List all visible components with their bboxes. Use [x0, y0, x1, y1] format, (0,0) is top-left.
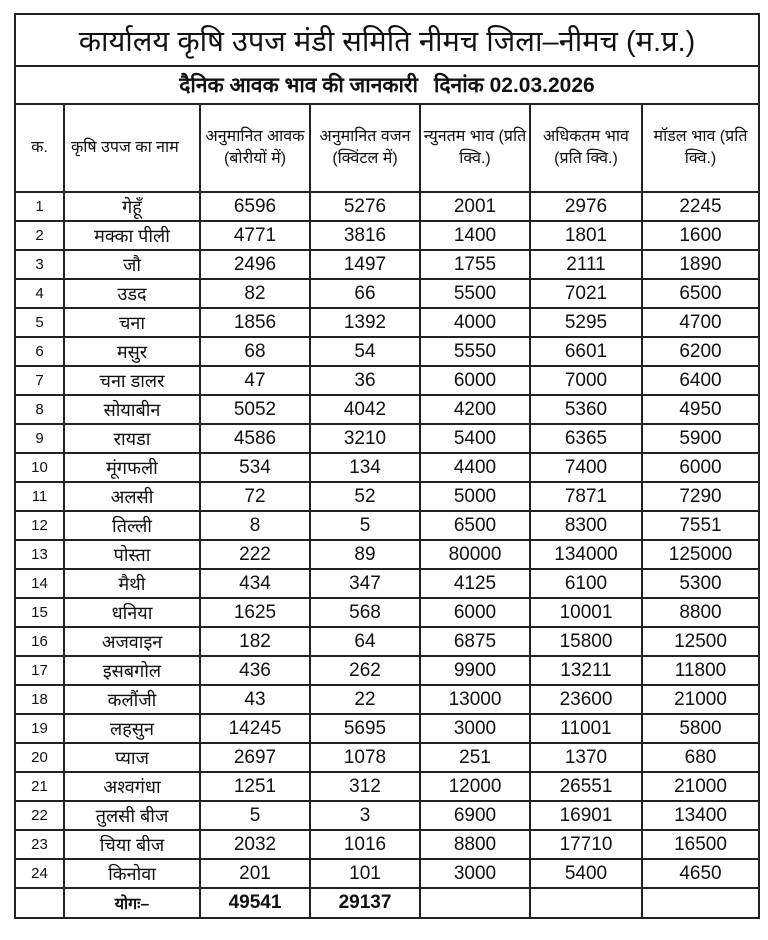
- table-row: [16, 772, 758, 801]
- cell-min-price: 6875: [420, 627, 530, 656]
- cell-max-price: 6365: [530, 424, 642, 453]
- cell-min-price: 251: [420, 743, 530, 772]
- cell-min-price: 6500: [420, 511, 530, 540]
- cell-commodity: अलसी: [64, 482, 200, 511]
- cell-commodity: मूंगफली: [64, 453, 200, 482]
- cell-commodity: तुलसी बीज: [64, 801, 200, 830]
- cell-max-price: 7871: [530, 482, 642, 511]
- table-row: [16, 859, 758, 888]
- cell-weight: 312: [310, 772, 420, 801]
- cell-serial: 22: [16, 801, 64, 830]
- total-weight: 29137: [310, 888, 420, 917]
- cell-min-price: 4000: [420, 308, 530, 337]
- cell-arrivals: 5052: [200, 395, 310, 424]
- cell-serial: 6: [16, 337, 64, 366]
- cell-modal-price: 13400: [642, 801, 758, 830]
- cell-max-price: 2976: [530, 192, 642, 221]
- table-header-row: [16, 105, 758, 192]
- cell-max-price: 16901: [530, 801, 642, 830]
- cell-modal-price: 1890: [642, 250, 758, 279]
- cell-serial: 10: [16, 453, 64, 482]
- cell-arrivals: 6596: [200, 192, 310, 221]
- cell-max-price: 7021: [530, 279, 642, 308]
- cell-min-price: 4400: [420, 453, 530, 482]
- table-row: [16, 830, 758, 859]
- cell-serial: 16: [16, 627, 64, 656]
- cell-min-price: 1755: [420, 250, 530, 279]
- cell-max-price: 5360: [530, 395, 642, 424]
- cell-modal-price: 1600: [642, 221, 758, 250]
- table-row: [16, 221, 758, 250]
- cell-arrivals: 14245: [200, 714, 310, 743]
- cell-arrivals: 534: [200, 453, 310, 482]
- table-row: [16, 250, 758, 279]
- cell-max-price: 5295: [530, 308, 642, 337]
- report-subtitle: [16, 67, 758, 105]
- cell-serial: 20: [16, 743, 64, 772]
- cell-serial: 21: [16, 772, 64, 801]
- cell-modal-price: 5800: [642, 714, 758, 743]
- table-row: [16, 801, 758, 830]
- cell-max-price: 1370: [530, 743, 642, 772]
- cell-max-price: 15800: [530, 627, 642, 656]
- cell-serial: 24: [16, 859, 64, 888]
- cell-serial: 18: [16, 685, 64, 714]
- cell-modal-price: 6200: [642, 337, 758, 366]
- col-arrivals: अनुमानित आवक (बोरीयों में): [200, 105, 310, 192]
- cell-commodity: चना डालर: [64, 366, 200, 395]
- total-label: योगः–: [64, 888, 200, 917]
- cell-arrivals: 2032: [200, 830, 310, 859]
- cell-max-price: 7000: [530, 366, 642, 395]
- cell-weight: 89: [310, 540, 420, 569]
- cell-weight: 52: [310, 482, 420, 511]
- cell-commodity: अजवाइन: [64, 627, 200, 656]
- cell-max-price: 5400: [530, 859, 642, 888]
- cell-weight: 66: [310, 279, 420, 308]
- cell-weight: 22: [310, 685, 420, 714]
- cell-modal-price: 4700: [642, 308, 758, 337]
- cell-modal-price: 7551: [642, 511, 758, 540]
- cell-commodity: धनिया: [64, 598, 200, 627]
- cell-modal-price: 6500: [642, 279, 758, 308]
- cell-arrivals: 222: [200, 540, 310, 569]
- cell-min-price: 13000: [420, 685, 530, 714]
- cell-weight: 5: [310, 511, 420, 540]
- cell-max-price: 17710: [530, 830, 642, 859]
- cell-commodity: चना: [64, 308, 200, 337]
- cell-serial: 9: [16, 424, 64, 453]
- cell-commodity: इसबगोल: [64, 656, 200, 685]
- table-row: [16, 395, 758, 424]
- cell-modal-price: 16500: [642, 830, 758, 859]
- table-row: [16, 743, 758, 772]
- cell-max-price: 13211: [530, 656, 642, 685]
- cell-min-price: 2001: [420, 192, 530, 221]
- cell-modal-price: 680: [642, 743, 758, 772]
- cell-weight: 1392: [310, 308, 420, 337]
- cell-serial: 8: [16, 395, 64, 424]
- cell-arrivals: 1625: [200, 598, 310, 627]
- cell-min-price: 6900: [420, 801, 530, 830]
- cell-arrivals: 1856: [200, 308, 310, 337]
- cell-commodity: मक्का पीली: [64, 221, 200, 250]
- cell-min-price: 80000: [420, 540, 530, 569]
- cell-max-price: 11001: [530, 714, 642, 743]
- cell-min-price: 4125: [420, 569, 530, 598]
- cell-commodity: अश्वगंधा: [64, 772, 200, 801]
- cell-min-price: 5000: [420, 482, 530, 511]
- cell-serial: 3: [16, 250, 64, 279]
- cell-max-price: 6100: [530, 569, 642, 598]
- table-row: [16, 453, 758, 482]
- cell-weight: 568: [310, 598, 420, 627]
- price-table: [16, 105, 758, 917]
- table-row: [16, 308, 758, 337]
- cell-modal-price: 6000: [642, 453, 758, 482]
- cell-serial: 12: [16, 511, 64, 540]
- cell-weight: 262: [310, 656, 420, 685]
- col-max-price: अधिकतम भाव (प्रति क्वि.): [530, 105, 642, 192]
- cell-min-price: 3000: [420, 714, 530, 743]
- cell-modal-price: 2245: [642, 192, 758, 221]
- cell-weight: 3816: [310, 221, 420, 250]
- cell-min-price: 12000: [420, 772, 530, 801]
- cell-max-price: 7400: [530, 453, 642, 482]
- cell-arrivals: 182: [200, 627, 310, 656]
- cell-min-price: 5400: [420, 424, 530, 453]
- cell-modal-price: 4950: [642, 395, 758, 424]
- table-row: [16, 714, 758, 743]
- cell-arrivals: 2697: [200, 743, 310, 772]
- cell-modal-price: 21000: [642, 772, 758, 801]
- cell-min-price: 6000: [420, 598, 530, 627]
- cell-min-price: 6000: [420, 366, 530, 395]
- cell-commodity: लहसुन: [64, 714, 200, 743]
- cell-max-price: 26551: [530, 772, 642, 801]
- cell-commodity: मैथी: [64, 569, 200, 598]
- col-modal-price: मॉडल भाव (प्रति क्वि.): [642, 105, 758, 192]
- cell-commodity: उडद: [64, 279, 200, 308]
- cell-arrivals: 72: [200, 482, 310, 511]
- table-row: [16, 511, 758, 540]
- cell-arrivals: 4771: [200, 221, 310, 250]
- table-row: [16, 598, 758, 627]
- cell-arrivals: 5: [200, 801, 310, 830]
- report-date: दिनांक 02.03.2026: [433, 74, 595, 97]
- cell-arrivals: 2496: [200, 250, 310, 279]
- col-min-price: न्युनतम भाव (प्रति क्वि.): [420, 105, 530, 192]
- cell-arrivals: 47: [200, 366, 310, 395]
- cell-arrivals: 8: [200, 511, 310, 540]
- report-title: कार्यालय कृषि उपज मंडी समिति नीमच जिला–नीमच (म.प्र.): [16, 15, 758, 67]
- cell-modal-price: 125000: [642, 540, 758, 569]
- cell-weight: 3: [310, 801, 420, 830]
- cell-serial: 15: [16, 598, 64, 627]
- cell-arrivals: 201: [200, 859, 310, 888]
- cell-modal-price: 6400: [642, 366, 758, 395]
- cell-serial: 13: [16, 540, 64, 569]
- cell-commodity: किनोवा: [64, 859, 200, 888]
- cell-commodity: सोयाबीन: [64, 395, 200, 424]
- cell-serial: 1: [16, 192, 64, 221]
- total-empty: [16, 888, 64, 917]
- cell-modal-price: 5900: [642, 424, 758, 453]
- cell-arrivals: 436: [200, 656, 310, 685]
- total-row: [16, 888, 758, 917]
- cell-max-price: 10001: [530, 598, 642, 627]
- cell-weight: 36: [310, 366, 420, 395]
- cell-weight: 4042: [310, 395, 420, 424]
- cell-weight: 3210: [310, 424, 420, 453]
- table-row: [16, 627, 758, 656]
- cell-weight: 54: [310, 337, 420, 366]
- cell-weight: 5695: [310, 714, 420, 743]
- cell-commodity: जौ: [64, 250, 200, 279]
- cell-commodity: कलौंजी: [64, 685, 200, 714]
- total-empty: [420, 888, 530, 917]
- table-row: [16, 337, 758, 366]
- table-row: [16, 482, 758, 511]
- cell-weight: 1078: [310, 743, 420, 772]
- cell-arrivals: 434: [200, 569, 310, 598]
- cell-commodity: गेहूँ: [64, 192, 200, 221]
- cell-modal-price: 11800: [642, 656, 758, 685]
- cell-commodity: मसुर: [64, 337, 200, 366]
- cell-arrivals: 1251: [200, 772, 310, 801]
- table-row: [16, 279, 758, 308]
- cell-arrivals: 82: [200, 279, 310, 308]
- cell-commodity: चिया बीज: [64, 830, 200, 859]
- cell-serial: 7: [16, 366, 64, 395]
- cell-weight: 5276: [310, 192, 420, 221]
- cell-commodity: प्याज: [64, 743, 200, 772]
- cell-max-price: 2111: [530, 250, 642, 279]
- cell-min-price: 1400: [420, 221, 530, 250]
- cell-min-price: 5500: [420, 279, 530, 308]
- cell-arrivals: 68: [200, 337, 310, 366]
- cell-weight: 1497: [310, 250, 420, 279]
- cell-serial: 17: [16, 656, 64, 685]
- cell-serial: 5: [16, 308, 64, 337]
- cell-min-price: 9900: [420, 656, 530, 685]
- cell-serial: 2: [16, 221, 64, 250]
- cell-serial: 14: [16, 569, 64, 598]
- total-arrivals: 49541: [200, 888, 310, 917]
- table-row: [16, 366, 758, 395]
- table-row: [16, 656, 758, 685]
- cell-modal-price: 21000: [642, 685, 758, 714]
- col-serial: क.: [16, 105, 64, 192]
- cell-serial: 4: [16, 279, 64, 308]
- table-row: [16, 569, 758, 598]
- table-row: [16, 685, 758, 714]
- cell-arrivals: 43: [200, 685, 310, 714]
- cell-modal-price: 8800: [642, 598, 758, 627]
- cell-arrivals: 4586: [200, 424, 310, 453]
- cell-max-price: 1801: [530, 221, 642, 250]
- table-row: [16, 424, 758, 453]
- cell-min-price: 5550: [420, 337, 530, 366]
- mandi-report: [14, 13, 760, 919]
- subtitle-label: दैनिक आवक भाव की जानकारी: [179, 74, 418, 97]
- table-row: [16, 540, 758, 569]
- cell-commodity: पोस्ता: [64, 540, 200, 569]
- cell-serial: 19: [16, 714, 64, 743]
- cell-serial: 11: [16, 482, 64, 511]
- total-empty: [530, 888, 642, 917]
- cell-modal-price: 5300: [642, 569, 758, 598]
- cell-weight: 134: [310, 453, 420, 482]
- cell-min-price: 3000: [420, 859, 530, 888]
- cell-max-price: 6601: [530, 337, 642, 366]
- total-empty: [642, 888, 758, 917]
- cell-max-price: 134000: [530, 540, 642, 569]
- cell-commodity: रायडा: [64, 424, 200, 453]
- cell-max-price: 23600: [530, 685, 642, 714]
- cell-max-price: 8300: [530, 511, 642, 540]
- cell-min-price: 4200: [420, 395, 530, 424]
- cell-weight: 101: [310, 859, 420, 888]
- col-commodity: कृषि उपज का नाम: [64, 105, 200, 192]
- cell-weight: 64: [310, 627, 420, 656]
- cell-min-price: 8800: [420, 830, 530, 859]
- table-row: [16, 192, 758, 221]
- col-weight: अनुमानित वजन (क्विंटल में): [310, 105, 420, 192]
- cell-serial: 23: [16, 830, 64, 859]
- cell-modal-price: 4650: [642, 859, 758, 888]
- cell-modal-price: 7290: [642, 482, 758, 511]
- cell-weight: 1016: [310, 830, 420, 859]
- cell-weight: 347: [310, 569, 420, 598]
- cell-commodity: तिल्ली: [64, 511, 200, 540]
- cell-modal-price: 12500: [642, 627, 758, 656]
